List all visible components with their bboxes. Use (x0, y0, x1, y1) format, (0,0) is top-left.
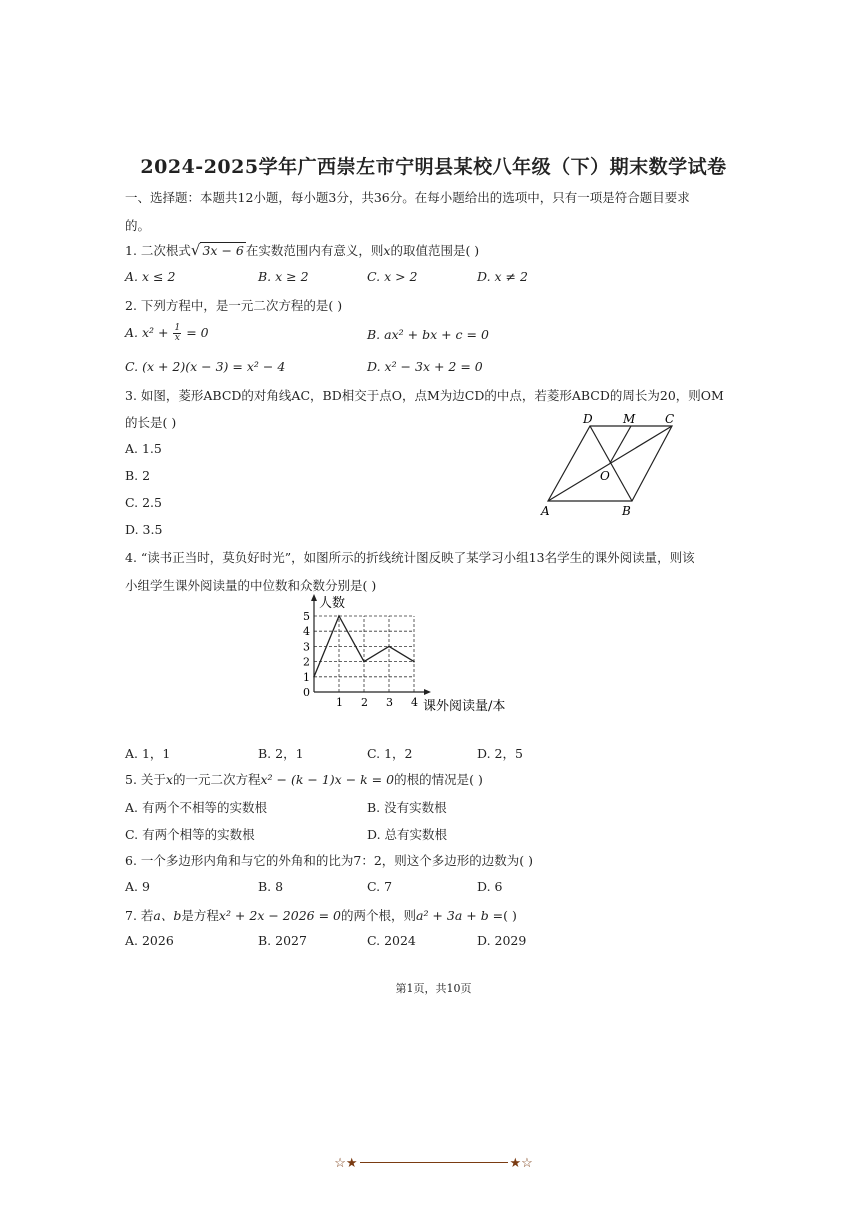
q2-option-a[interactable] (125, 324, 209, 343)
label-d: D (583, 412, 593, 426)
footer-ornament (0, 1152, 867, 1171)
data-point (413, 661, 415, 663)
q1-option-c[interactable]: C. x > 2 (367, 269, 418, 284)
question-4-line2: 小组学生课外阅读量的中位数和众数分别是( ) (125, 578, 377, 593)
label-b: B (622, 504, 631, 518)
q2-option-d[interactable]: D. x² − 3x + 2 = 0 (367, 359, 483, 374)
q2-a-pre: A. x² + (125, 325, 169, 340)
question-2: 2. 下列方程中，是一元二次方程的是( ) (125, 298, 343, 313)
q2-a-post: = 0 (186, 325, 209, 340)
q1-option-a[interactable]: A. x ≤ 2 (125, 269, 176, 284)
y-tick-label: 5 (303, 610, 310, 623)
q1-radicand: 3x − 6 (202, 243, 244, 258)
chart-ticks (303, 610, 418, 709)
label-c: C (665, 412, 675, 426)
q7-option-a[interactable]: A. 2026 (125, 933, 174, 948)
q5-option-c[interactable]: C. 有两个相等的实数根 (125, 827, 255, 842)
q7-option-d[interactable]: D. 2029 (477, 933, 527, 948)
y-tick-label: 3 (303, 640, 310, 654)
q2-a-num: 1 (174, 323, 181, 333)
q4-option-b[interactable]: B. 2，1 (258, 746, 304, 761)
q1-text-c: 的取值范围是( ) (390, 243, 480, 258)
data-point (388, 646, 390, 648)
q5-post: 的根的情况是( ) (394, 772, 483, 787)
label-m: M (623, 412, 636, 426)
q7-expr: a² + 3a + b = (416, 908, 504, 923)
data-point (313, 676, 315, 678)
q6-option-a[interactable]: A. 9 (125, 879, 150, 894)
question-7 (125, 906, 517, 924)
q3-option-c[interactable]: C. 2.5 (125, 495, 162, 510)
q2-a-fraction (173, 324, 181, 343)
q5-var: x (165, 772, 173, 787)
q7-eq: x² + 2x − 2026 = 0 (218, 908, 341, 923)
q4-option-a[interactable]: A. 1，1 (125, 746, 171, 761)
q7-pre: 7. 若 (125, 908, 154, 923)
q4-option-d[interactable]: D. 2，5 (477, 746, 523, 761)
x-tick-label: 4 (411, 696, 418, 709)
x-axis-arrow (424, 689, 431, 695)
question-1 (125, 241, 479, 259)
y-tick-label: 0 (303, 686, 310, 699)
question-4-line1: 4. “读书正当时，莫负好时光”，如图所示的折线统计图反映了某学习小组13名学生的课外阅读量，则该 (125, 550, 695, 565)
stars-left: ☆★ (334, 1156, 358, 1171)
page-title: 2024-2025学年广西崇左市宁明县某校八年级（下）期末数学试卷 (140, 156, 727, 178)
q6-option-c[interactable]: C. 7 (367, 879, 393, 894)
page-number: 第1页，共10页 (395, 982, 472, 995)
question-3-line2: 的长是( ) (125, 415, 177, 430)
ornament-line (360, 1162, 508, 1163)
y-tick-label: 4 (303, 625, 310, 639)
q1-option-b[interactable]: B. x ≥ 2 (258, 269, 309, 284)
q5-eq: x² − (k − 1)x − k = 0 (260, 772, 395, 787)
y-tick-label: 1 (303, 670, 310, 684)
question-5 (125, 770, 483, 788)
y-tick-label: 2 (303, 655, 310, 669)
q2-option-b[interactable]: B. ax² + bx + c = 0 (367, 327, 489, 342)
q1-option-d[interactable]: D. x ≠ 2 (477, 269, 528, 284)
q2-a-den: x (174, 333, 180, 343)
q6-option-b[interactable]: B. 8 (258, 879, 284, 894)
chart-ylabel: 人数 (319, 596, 346, 611)
q4-option-c[interactable]: C. 1，2 (367, 746, 413, 761)
chart-xlabel: 课外阅读量/本 (423, 699, 506, 714)
q3-option-b[interactable]: B. 2 (125, 468, 151, 483)
y-axis-arrow (311, 594, 317, 601)
q5-option-b[interactable]: B. 没有实数根 (367, 800, 447, 815)
question-6: 6. 一个多边形内角和与它的外角和的比为7：2，则这个多边形的边数为( ) (125, 853, 534, 868)
data-point (338, 615, 340, 617)
x-tick-label: 1 (336, 696, 343, 709)
question-3-line1: 3. 如图，菱形ABCD的对角线AC，BD相交于点O，点M为边CD的中点，若菱形ABCD的周长为20，则OM (125, 388, 724, 403)
label-a: A (541, 504, 550, 518)
rhombus-figure (535, 408, 685, 523)
q1-var: x (383, 243, 391, 258)
label-o: O (600, 469, 610, 483)
q6-option-d[interactable]: D. 6 (477, 879, 503, 894)
sqrt-sign: √ (190, 241, 201, 259)
x-tick-label: 2 (361, 696, 368, 709)
q2-option-c[interactable]: C. (x + 2)(x − 3) = x² − 4 (125, 359, 286, 374)
q5-option-d[interactable]: D. 总有实数根 (367, 827, 448, 842)
q5-mid: 的一元二次方程 (172, 772, 261, 787)
q7-post: ( ) (503, 908, 517, 923)
q7-option-c[interactable]: C. 2024 (367, 933, 416, 948)
section-header-line2: 的。 (125, 218, 151, 233)
diagonal-bd (590, 426, 632, 501)
x-tick-label: 3 (386, 696, 393, 709)
q7-option-b[interactable]: B. 2027 (258, 933, 307, 948)
q7-vars: a、b (153, 908, 182, 923)
q7-mid2: 的两个根，则 (340, 908, 416, 923)
data-point (363, 661, 365, 663)
q5-pre: 5. 关于 (125, 772, 166, 787)
q1-text-b: 在实数范围内有意义，则 (245, 243, 384, 258)
reading-line-chart (295, 590, 530, 720)
q3-option-d[interactable]: D. 3.5 (125, 522, 163, 537)
q3-option-a[interactable]: A. 1.5 (125, 441, 162, 456)
diagonal-ac (548, 426, 672, 501)
q5-option-a[interactable]: A. 有两个不相等的实数根 (125, 800, 267, 815)
q7-mid: 是方程 (181, 908, 219, 923)
section-header-line1: 一、选择题：本题共12小题，每小题3分，共36分。在每小题给出的选项中，只有一项是符合题目要求 (125, 190, 690, 205)
stars-right: ★☆ (509, 1156, 533, 1171)
q1-text-a: 1. 二次根式 (125, 243, 191, 258)
chart-grid (314, 616, 414, 692)
